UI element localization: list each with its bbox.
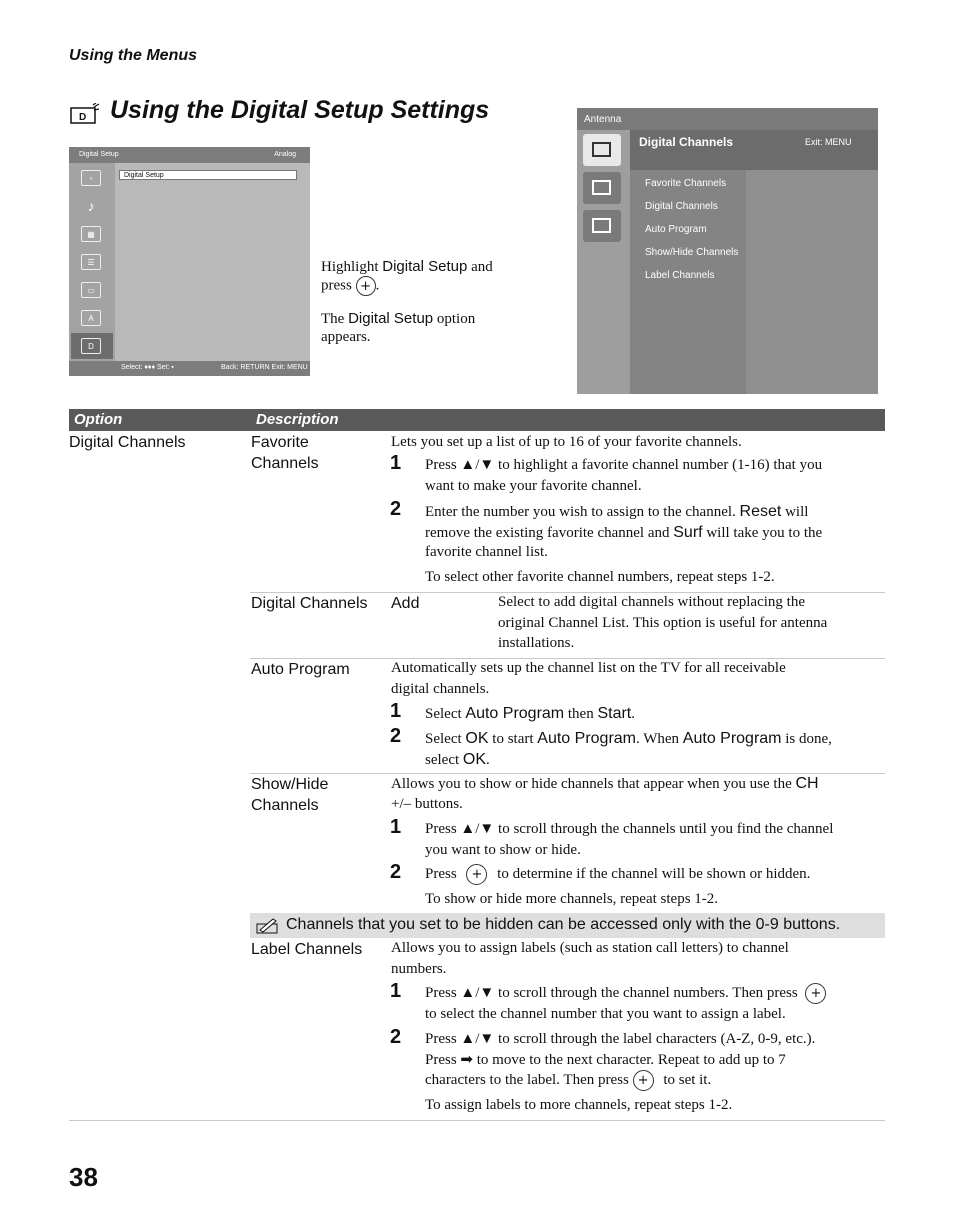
note-bar	[250, 913, 885, 938]
favorite-channels-label-2: Channels	[251, 455, 319, 472]
step-number: 1	[390, 816, 402, 838]
step-text: want to make your favorite channel.	[425, 478, 642, 494]
menu-item: Favorite Channels	[645, 178, 727, 189]
page-number: 38	[69, 1162, 98, 1192]
step-number: 1	[390, 980, 402, 1002]
screen-source: Antenna	[584, 114, 622, 125]
screen-icon-sidebar	[577, 130, 630, 394]
description-text: Automatically sets up the channel list on the TV for all receivable	[391, 660, 786, 676]
col-description: Description	[256, 411, 339, 428]
screen-top-bar	[577, 108, 878, 130]
step-text: remove the existing favorite channel and Surf will take you to the	[425, 524, 823, 541]
screen-icon-sidebar	[69, 163, 115, 361]
step-number: 2	[390, 498, 402, 520]
note-text: Channels that you set to be hidden can be accessed only with the 0-9 buttons.	[286, 916, 841, 933]
description-text: Lets you set up a list of up to 16 of your favorite channels.	[391, 434, 742, 450]
step-text: Press ▲/▼ to scroll through the label characters (A-Z, 0-9, etc.).	[425, 1031, 816, 1047]
step-text: Select OK to start Auto Program. When Auto Program is done,	[425, 730, 832, 747]
digital-channels-screen	[577, 108, 878, 394]
channel-list-tab-icon	[583, 172, 621, 204]
menu-item: Digital Channels	[645, 201, 718, 212]
description-text: digital channels.	[391, 681, 490, 697]
step-number: 2	[390, 861, 402, 883]
description-text: +/– buttons.	[391, 796, 463, 812]
step-number: 2	[390, 1026, 402, 1048]
show-hide-label: Show/Hide	[251, 776, 329, 793]
page-title: Using the Digital Setup Settings	[110, 96, 490, 124]
footer-select-hint: Select: ♦♦♦ Set: ▪	[121, 364, 174, 371]
screen-top-bar	[69, 147, 310, 163]
col-option: Option	[74, 411, 123, 428]
parent-menu-icon: ▭	[81, 282, 101, 298]
instructions: Highlight Digital Setup and press + . The Digital Setup option appears.	[321, 258, 493, 345]
step-number: 1	[390, 700, 402, 722]
step-text: select OK.	[425, 751, 490, 768]
setup-menu-icon: A	[81, 310, 101, 326]
digital-setup-icon	[70, 103, 100, 125]
menu-item: Show/Hide Channels	[645, 247, 739, 258]
selected-menu-item	[71, 333, 113, 359]
favorite-channels-label: Favorite	[251, 434, 309, 451]
step-text: Press ▲/▼ to scroll through the channel numbers. Then press +	[425, 983, 826, 1004]
digital-channels-label: Digital Channels	[251, 595, 368, 612]
step-text: favorite channel list.	[425, 544, 548, 560]
description-text: numbers.	[391, 961, 447, 977]
svg-text:D: D	[79, 112, 87, 123]
center-button-icon: +	[466, 864, 487, 885]
description-text: installations.	[498, 635, 575, 651]
screen-exit-hint: Exit: MENU	[805, 137, 852, 147]
center-button-icon: +	[633, 1070, 654, 1091]
table-header	[69, 409, 885, 431]
show-hide-label-2: Channels	[251, 797, 319, 814]
step-number: 2	[390, 725, 402, 747]
step-text: Select Auto Program then Start.	[425, 705, 635, 722]
center-button-icon: +	[356, 276, 376, 296]
digital-channels-tab-icon	[583, 134, 621, 166]
digital-setup-screen	[69, 147, 310, 376]
center-button-icon: +	[805, 983, 826, 1004]
auto-program-label: Auto Program	[251, 661, 350, 678]
sound-menu-icon: ♪	[87, 198, 95, 214]
screen-mode: Analog	[274, 151, 296, 158]
screen-footer	[69, 361, 310, 376]
step-number: 1	[390, 452, 402, 474]
repeat-text: To assign labels to more channels, repeat steps 1-2.	[425, 1097, 733, 1113]
picture-menu-icon: ▫	[81, 170, 101, 186]
repeat-text: To select other favorite channel numbers, repeat steps 1-2.	[425, 569, 775, 585]
repeat-text: To show or hide more channels, repeat steps 1-2.	[425, 891, 719, 907]
step-text: characters to the label. Then press + to set it.	[425, 1070, 711, 1091]
step-text: Press ➡ to move to the next character. Repeat to add up to 7	[425, 1052, 786, 1068]
section-header: Using the Menus	[69, 47, 198, 64]
screen-selected-field: Digital Setup	[119, 170, 297, 180]
lock-tab-icon	[583, 210, 621, 242]
description-text: Allows you to assign labels (such as station call letters) to channel	[391, 940, 789, 956]
step-text: you want to show or hide.	[425, 842, 581, 858]
step-text: Enter the number you wish to assign to the channel. Reset will	[425, 503, 809, 520]
label-channels-label: Label Channels	[251, 941, 363, 958]
footer-back-hint: Back: RETURN Exit: MENU	[221, 364, 308, 371]
description-text: original Channel List. This option is useful for antenna	[498, 615, 828, 631]
digital-setup-menu-icon: D	[81, 338, 101, 354]
menu-item: Auto Program	[645, 224, 707, 235]
step-text: Press ▲/▼ to scroll through the channels until you find the channel	[425, 821, 834, 837]
description-text: Allows you to show or hide channels that appear when you use the CH	[391, 775, 819, 792]
table-bottom-rule	[69, 1120, 885, 1121]
screen-header-title: Digital Channels	[639, 135, 734, 149]
step-text: to select the channel number that you want to assign a label.	[425, 1006, 786, 1022]
description-text: Select to add digital channels without replacing the	[498, 594, 805, 610]
channel-menu-icon: ☰	[81, 254, 101, 270]
option-name: Digital Channels	[69, 434, 186, 451]
step-text: Press + to determine if the channel will be shown or hidden.	[425, 864, 810, 885]
screen-title: Digital Setup	[79, 151, 119, 158]
step-text: Press ▲/▼ to highlight a favorite channel number (1-16) that you	[425, 457, 823, 473]
note-pencil-icon	[256, 917, 280, 934]
menu-item: Label Channels	[645, 270, 715, 281]
add-label: Add	[391, 595, 420, 612]
screen-menu-icon: ▦	[81, 226, 101, 242]
